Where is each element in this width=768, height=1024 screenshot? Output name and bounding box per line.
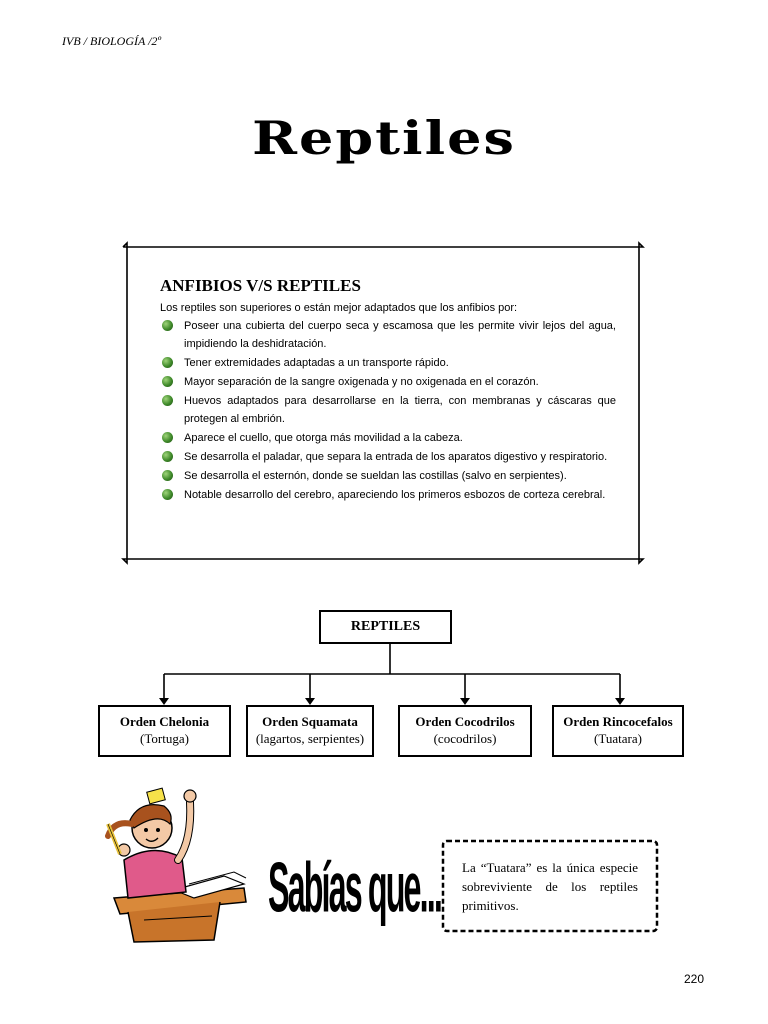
list-item: Se desarrolla el esternón, donde se sueldan las costillas (salvo en serpientes). [160,467,616,485]
tree-node-rincocefalos: Orden Rincocefalos (Tuatara) [552,705,684,757]
sabias-que-heading: Sabías que... [268,849,441,928]
tree-node-squamata: Orden Squamata (lagartos, serpientes) [246,705,374,757]
list-item: Mayor separación de la sangre oxigenada y no oxigenada en el corazón. [160,373,616,391]
page-title: Reptiles [252,110,516,166]
page-number: 220 [683,972,704,986]
green-bullet-icon [162,451,173,462]
green-bullet-icon [162,470,173,481]
list-item: Se desarrolla el paladar, que separa la entrada de los aparatos digestivo y respiratorio. [160,448,616,466]
list-item: Poseer una cubierta del cuerpo seca y escamosa que les permite vivir lejos del agua, impidiendo la deshidratación. [160,317,616,353]
tree-node-cocodrilos: Orden Cocodrilos (cocodrilos) [398,705,532,757]
girl-studying-illustration [94,780,254,945]
header-text: IVB / BIOLOGÍA /2º [62,34,162,48]
green-bullet-icon [162,376,173,387]
list-item: Huevos adaptados para desarrollarse en la tierra, con membranas y cáscaras que protegen al embrión. [160,392,616,428]
green-bullet-icon [162,395,173,406]
info-heading: ANFIBIOS V/S REPTILES [160,276,361,295]
bullet-list [160,317,616,504]
green-bullet-icon [162,320,173,331]
info-box [118,238,648,568]
classification-tree [96,608,686,763]
fact-box [440,838,660,934]
tree-root-box: REPTILES [319,610,452,644]
fact-text: La “Tuatara” es la única especie sobreviviente de los reptiles primitivos. [462,860,638,913]
list-item: Notable desarrollo del cerebro, apareciendo los primeros esbozos de corteza cerebral. [160,486,616,504]
green-bullet-icon [162,432,173,443]
green-bullet-icon [162,489,173,500]
green-bullet-icon [162,357,173,368]
tree-node-chelonia: Orden Chelonia (Tortuga) [98,705,231,757]
info-intro: Los reptiles son superiores o están mejor adaptados que los anfibios por: [160,302,518,314]
list-item: Tener extremidades adaptadas a un transporte rápido. [160,354,616,372]
list-item: Aparece el cuello, que otorga más movilidad a la cabeza. [160,429,616,447]
